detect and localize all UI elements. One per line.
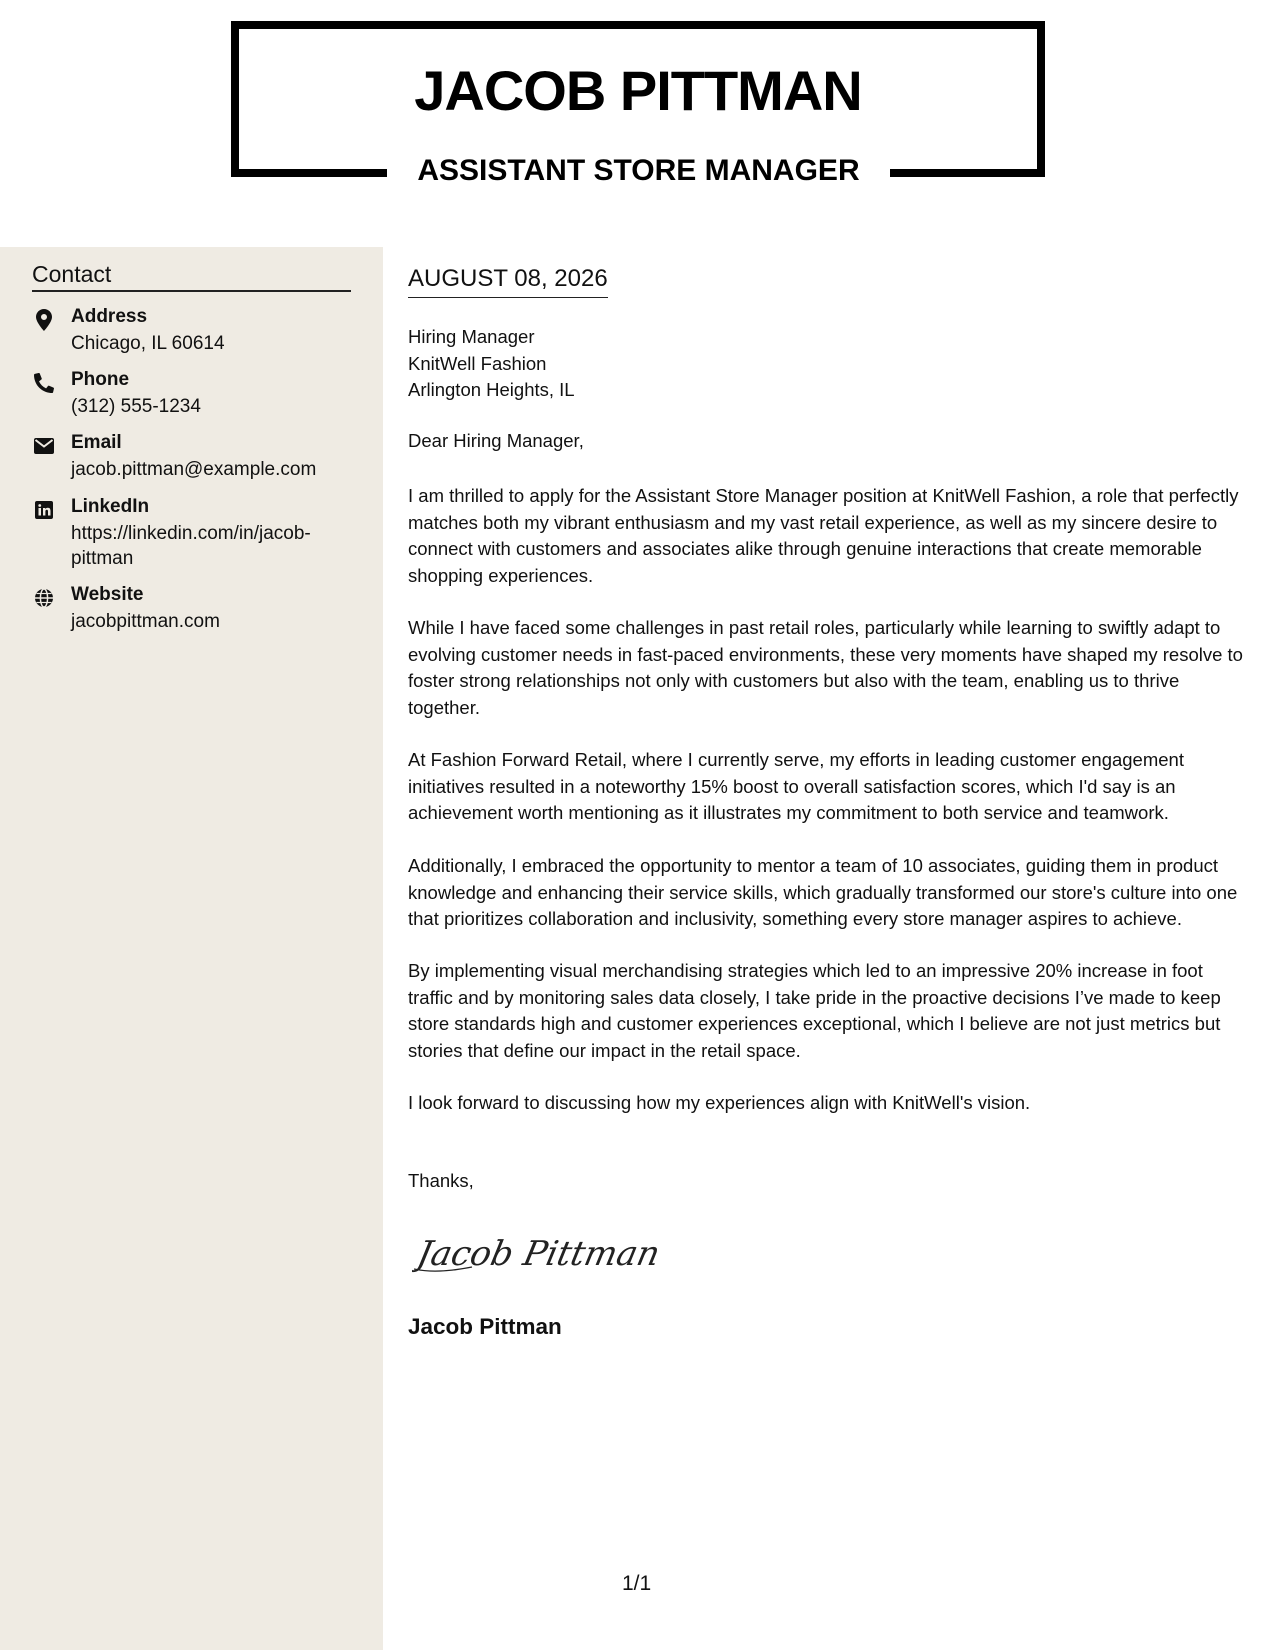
contact-value: jacob.pittman@example.com bbox=[71, 459, 317, 480]
body-paragraph: Additionally, I embraced the opportunity to mentor a team of 10 associates, guiding them in product knowledge and enhancing their service skills, which gradually transformed our store's culture into one that prioritizes collaboration and inclusivity, something every store manager aspires to achieve. bbox=[408, 855, 1238, 929]
contact-value: (312) 555-1234 bbox=[71, 396, 201, 417]
globe-icon bbox=[32, 586, 56, 610]
recipient-line: Arlington Heights, IL bbox=[408, 379, 575, 400]
contact-label: Address bbox=[71, 306, 148, 327]
closing: Thanks, bbox=[408, 1170, 474, 1191]
contact-value: Chicago, IL 60614 bbox=[71, 333, 225, 354]
recipient-line: KnitWell Fashion bbox=[408, 352, 547, 374]
salutation: Dear Hiring Manager, bbox=[408, 430, 584, 451]
body-paragraph: At Fashion Forward Retail, where I currently serve, my efforts in leading customer engagement initiatives resulted in a noteworthy 15% boost to overall satisfaction scores, which I'd say is an achievement worth mentioning as it illustrates my commitment to both service and teamwork. bbox=[408, 749, 1184, 823]
letter-date: AUGUST 08, 2026 bbox=[408, 265, 608, 298]
phone-icon bbox=[32, 371, 56, 395]
header-frame-bottom-right bbox=[890, 169, 1045, 177]
contact-label: Email bbox=[71, 432, 122, 453]
job-title: ASSISTANT STORE MANAGER bbox=[417, 154, 860, 187]
body-paragraph: While I have faced some challenges in past retail roles, particularly while learning to swiftly adapt to evolving customer needs in fast-paced environments, these very moments have shaped my resolve to foster strong relationships not only with customers but also with the team, enabling us to thrive together. bbox=[408, 617, 1243, 718]
contact-value: jacobpittman.com bbox=[71, 611, 220, 632]
applicant-name: JACOB PITTMAN bbox=[414, 59, 862, 122]
header-frame-bottom-left bbox=[231, 169, 387, 177]
page-number: 1/1 bbox=[622, 1572, 652, 1595]
body-paragraph: I look forward to discussing how my experiences align with KnitWell's vision. bbox=[408, 1092, 1031, 1113]
linkedin-icon bbox=[32, 498, 56, 522]
svg-text:Jacob Pittman: Jacob Pittman bbox=[413, 1234, 662, 1274]
recipient-block bbox=[408, 324, 575, 404]
envelope-icon bbox=[32, 434, 56, 458]
body-paragraph: By implementing visual merchandising strategies which led to an impressive 20% increase in foot traffic and by monitoring sales data closely, I take pride in the proactive decisions I’ve made to keep store standards high and customer experiences exceptional, which I believe are not just metrics but stories that define our impact in the retail space. bbox=[408, 960, 1221, 1061]
handwritten-signature bbox=[412, 1225, 662, 1282]
body-paragraph: I am thrilled to apply for the Assistant Store Manager position at KnitWell Fashion, a role that perfectly matches both my vibrant enthusiasm and my vast retail experience, as well as my sincere desire to connect with customers and associates alike through genuine interactions that create memorable shopping experiences. bbox=[408, 485, 1239, 586]
location-pin-icon bbox=[32, 308, 56, 332]
contact-value: https://linkedin.com/in/jacob-pittman bbox=[71, 523, 311, 569]
contact-label: LinkedIn bbox=[71, 496, 150, 517]
signer-name: Jacob Pittman bbox=[408, 1314, 562, 1339]
contact-label: Phone bbox=[71, 369, 130, 390]
recipient-line: Hiring Manager bbox=[408, 326, 535, 347]
contact-label: Website bbox=[71, 584, 144, 605]
contact-heading: Contact bbox=[32, 261, 351, 292]
